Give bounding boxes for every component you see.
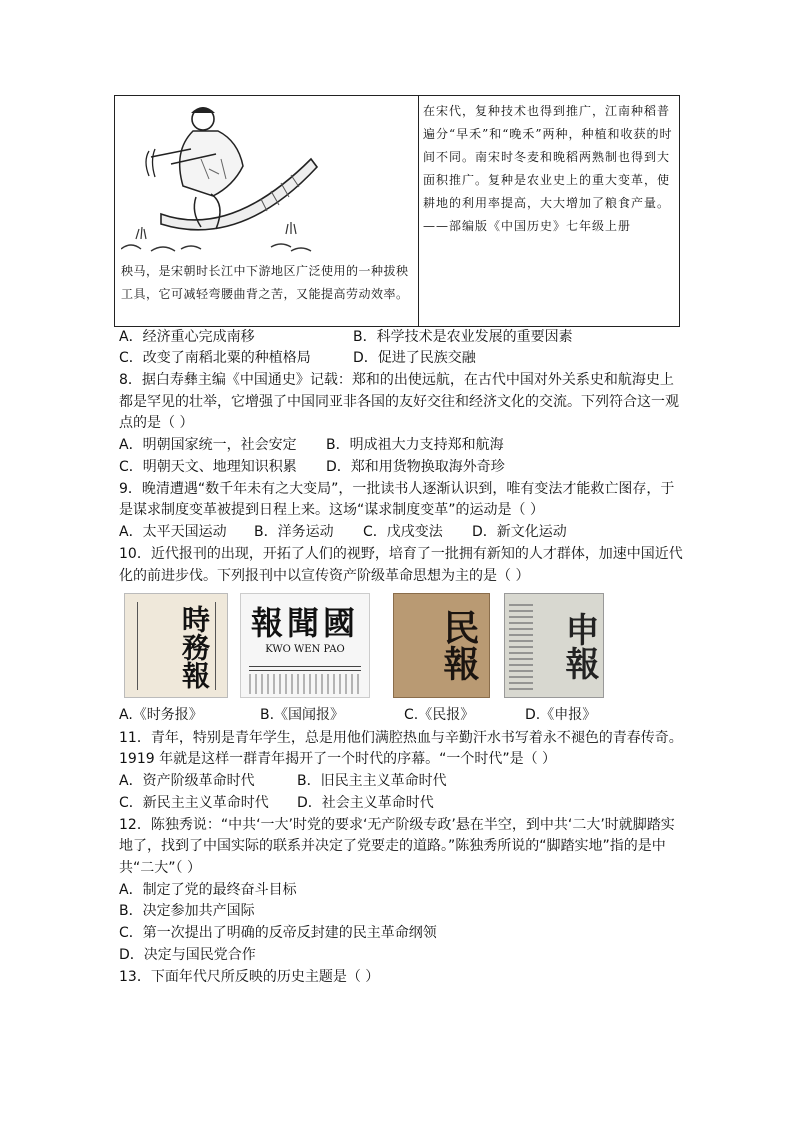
right-source: ——部编版《中国历史》七年级上册: [423, 219, 632, 233]
q8-stem-3: 点的是（ ）: [119, 415, 194, 431]
q11-option-d: D．社会主义革命时代: [297, 795, 434, 811]
guowenbao-subtitle: KWO WEN PAO: [265, 644, 345, 655]
q11-option-b: B．旧民主主义革命时代: [297, 773, 447, 789]
q12-stem-1: 12．陈独秀说：“中共‘一大’时党的要求‘无产阶级专政’悬在半空，到中共‘二大’时就脚踏实: [119, 817, 675, 833]
q10-option-a: A.《时务报》: [119, 707, 203, 723]
shenbao-image: [504, 593, 604, 698]
q13-stem-1: 13．下面年代尺所反映的历史主题是（ ）: [119, 969, 380, 985]
q11-option-a: A．资产阶级革命时代: [119, 773, 255, 789]
q7-option-d: D．促进了民族交融: [353, 350, 476, 366]
q7-option-b: B．科学技术是农业发展的重要因素: [353, 329, 573, 345]
q12-option-b: B．决定参加共产国际: [119, 903, 255, 919]
q8-stem-1: 8．据白寿彝主编《中国通史》记载：郑和的出使远航，在古代中国对外关系史和航海史上: [119, 372, 674, 388]
q12-option-c: C．第一次提出了明确的反帝反封建的民主革命纲领: [119, 925, 437, 941]
q7-option-a: A．经济重心完成南移: [119, 329, 255, 345]
source-table: [114, 95, 680, 327]
minbao-title: 民報: [438, 609, 480, 681]
q8-option-c: C．明朝天文、地理知识积累: [119, 459, 297, 475]
q11-stem-1: 11．青年，特别是青年学生，总是用他们满腔热血与辛勤汗水书写着永不褪色的青春传奇。: [119, 730, 683, 746]
q9-stem-1: 9．晚清遭遇“数千年未有之大变局”，一批读书人逐渐认识到，唯有变法才能救亡图存，于: [119, 481, 675, 497]
q10-stem-2: 化的前进步伐。下列报刊中以宣传资产阶级革命思想为主的是（ ）: [119, 568, 530, 584]
illustration-caption: 秧马，是宋朝时长江中下游地区广泛使用的一种拔秧工具，它可减轻弯腰曲背之苦，又能提高劳动效率。: [121, 264, 409, 301]
guowenbao-title: 報聞國: [250, 604, 359, 642]
q10-option-d: D.《申报》: [525, 707, 597, 723]
q12-stem-2: 地了，找到了中国实际的联系并决定了党要走的道路。”陈独秀所说的“脚踏实地”指的是中: [119, 838, 666, 854]
q7-option-c: C．改变了南稻北粟的种植格局: [119, 350, 311, 366]
table-divider: [418, 96, 419, 326]
q9-option-d: D．新文化运动: [472, 524, 567, 540]
q10-option-b: B.《国闻报》: [260, 707, 345, 723]
q12-option-d: D．决定与国民党合作: [119, 947, 256, 963]
yangma-illustration: [121, 99, 321, 259]
q12-option-a: A．制定了党的最终奋斗目标: [119, 882, 297, 898]
right-text: 在宋代，复种技术也得到推广，江南种稻普遍分“早禾”和“晚禾”两种，种植和收获的时间不同。南宋时冬麦和晚稻两熟制也得到大面积推广。复种是农业史上的重大变革，使耕地的利用率提高，大大增加了粮食产量。: [423, 104, 673, 210]
q11-stem-2: 1919 年就是这样一群青年揭开了一个时代的序幕。“一个时代”是（ ）: [119, 751, 557, 767]
q8-option-b: B．明成祖大力支持郑和航海: [326, 437, 504, 453]
q9-option-a: A．太平天国运动: [119, 524, 227, 540]
shenbao-title: 申報: [559, 612, 599, 680]
q10-option-c: C.《民报》: [404, 707, 475, 723]
q8-stem-2: 都是罕见的壮举，它增强了中国同亚非各国的友好交往和经济文化的交流。下列符合这一观: [119, 394, 679, 410]
q12-stem-3: 共“二大”（ ）: [119, 860, 201, 876]
left-cell: [115, 96, 418, 326]
q9-option-b: B．洋务运动: [254, 524, 334, 540]
minbao-image: [393, 593, 490, 698]
q10-stem-1: 10．近代报刊的出现，开拓了人们的视野，培育了一批拥有新知的人才群体，加速中国近代: [119, 546, 683, 562]
shiwubao-title: 時務報: [178, 605, 211, 689]
q11-option-c: C．新民主主义革命时代: [119, 795, 269, 811]
q9-stem-2: 是谋求制度变革被提到日程上来。这场“谋求制度变革”的运动是（ ）: [119, 502, 544, 518]
q8-option-a: A．明朝国家统一，社会安定: [119, 437, 297, 453]
q9-option-c: C．戊戌变法: [363, 524, 443, 540]
guowenbao-image: [240, 593, 370, 698]
shiwubao-image: [124, 593, 228, 698]
right-cell: [423, 100, 677, 238]
q8-option-d: D．郑和用货物换取海外奇珍: [326, 459, 505, 475]
